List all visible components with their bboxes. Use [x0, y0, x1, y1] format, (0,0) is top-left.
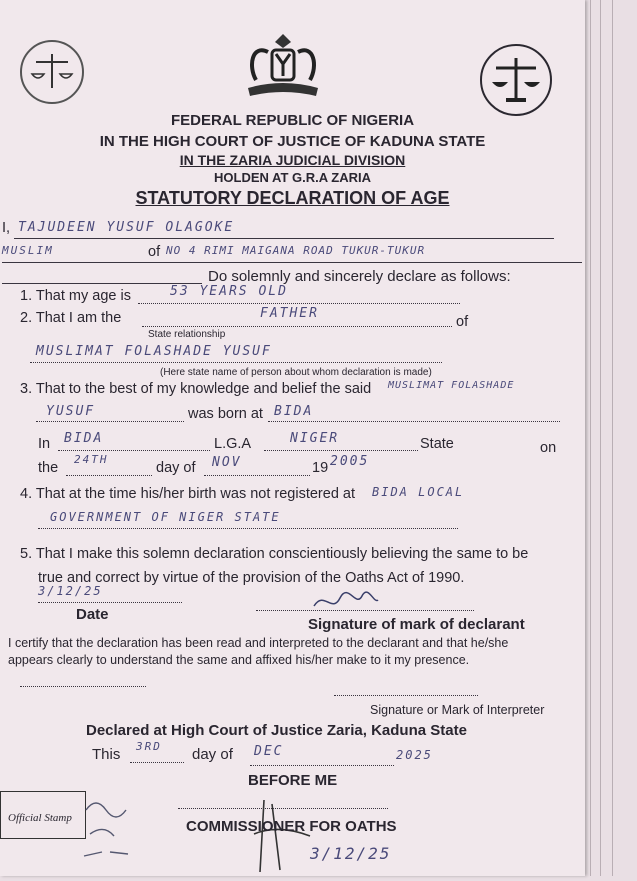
scales-seal-left	[20, 40, 84, 104]
item-2-of: of	[456, 314, 469, 330]
address-line	[2, 262, 582, 263]
solemn-statement: Do solemnly and sincerely declare as follows:	[208, 268, 511, 285]
lga-label: L.G.A	[214, 436, 252, 452]
subject-name: MUSLIMAT FOLASHADE YUSUF	[36, 344, 272, 359]
lga-field	[58, 450, 210, 451]
subject-surname: YUSUF	[46, 404, 96, 419]
birth-day-value: 24TH	[74, 453, 109, 466]
coat-of-arms-icon	[238, 30, 328, 102]
registration-place-1: BIDA LOCAL	[372, 485, 465, 499]
commissioner-signature	[250, 796, 320, 876]
sworn-year: 2025	[396, 748, 433, 762]
on-label: on	[540, 440, 557, 456]
age-value: 53 YEARS OLD	[170, 284, 288, 299]
item-2-label: 2. That I am the	[20, 310, 122, 326]
subject-name-2: MUSLIMAT FOLASHADE	[388, 380, 515, 391]
subject-name-field	[30, 362, 442, 363]
sworn-month-field	[250, 765, 394, 766]
header-line-3: IN THE ZARIA JUDICIAL DIVISION	[179, 152, 406, 168]
sworn-day-field	[130, 762, 184, 763]
before-me: BEFORE ME	[248, 772, 338, 789]
relationship-note: State relationship	[148, 329, 226, 340]
state-value: NIGER	[290, 431, 340, 446]
subject-surname-field	[36, 421, 184, 422]
page-edge	[612, 0, 613, 876]
born-at-label: was born at	[188, 406, 263, 422]
declaration-date: 3/12/25	[38, 584, 103, 598]
declarant-name: TAJUDEEN YUSUF OLAGOKE	[18, 220, 235, 235]
declarant-occupation: MUSLIM	[2, 244, 54, 257]
item-1-label: 1. That my age is	[20, 288, 131, 304]
sworn-day: 3RD	[136, 740, 162, 753]
day-of-label: day of	[156, 460, 196, 476]
registration-field	[38, 528, 458, 529]
certify-line-2: appears clearly to understand the same and affixed his/her make to it my presence.	[8, 653, 470, 667]
scales-seal-right	[480, 44, 552, 116]
commissioner-date: 3/12/25	[310, 844, 392, 863]
stamp-scribble	[80, 790, 160, 870]
registration-place-2: GOVERNMENT OF NIGER STATE	[50, 510, 281, 524]
interpreter-name-field	[20, 686, 146, 687]
birthplace-field	[268, 421, 560, 422]
birth-month-field	[204, 475, 310, 476]
in-label: In	[38, 436, 51, 452]
relationship-field	[142, 326, 452, 327]
item-4-text: 4. That at the time his/her birth was not registered at	[20, 486, 356, 502]
item-5-line-2: true and correct by virtue of the provision of the Oaths Act of 1990.	[38, 570, 465, 586]
day-of-label-2: day of	[192, 746, 233, 763]
page-edge	[600, 0, 601, 876]
this-label: This	[92, 746, 121, 763]
declared-at: Declared at High Court of Justice Zaria, Kaduna State	[86, 722, 467, 739]
name-line	[14, 238, 554, 239]
date-label: Date	[76, 606, 109, 623]
interpreter-signature-field	[334, 695, 478, 696]
commissioner-label: COMMISSIONER FOR OATHS	[186, 818, 397, 835]
declarant-signature	[310, 586, 380, 616]
state-field	[264, 450, 418, 451]
birth-year-value: 2005	[330, 454, 370, 469]
signature-label: Signature of mark of declarant	[308, 616, 525, 633]
address-of-label: of	[148, 244, 161, 260]
lga-value: BIDA	[64, 431, 104, 446]
sworn-month: DEC	[254, 744, 284, 759]
item-5-line-1: 5. That I make this solemn declaration conscientiously believing the same to be	[20, 546, 529, 562]
relationship-value: FATHER	[260, 306, 319, 321]
declarant-prefix: I,	[2, 220, 11, 236]
the-label: the	[38, 460, 59, 476]
header-line-4: HOLDEN AT G.R.A ZARIA	[214, 170, 371, 185]
age-field	[138, 303, 460, 304]
state-label: State	[420, 436, 454, 452]
certify-line-1: I certify that the declaration has been read and interpreted to the declarant and that he/she	[8, 636, 509, 650]
header-line-2: IN THE HIGH COURT OF JUSTICE OF KADUNA STATE	[99, 133, 486, 150]
signature-field	[256, 610, 474, 611]
date-field	[38, 602, 182, 603]
item-3-text: 3. That to the best of my knowledge and belief the said	[20, 381, 372, 397]
page-edge	[590, 0, 591, 876]
interpreter-label: Signature or Mark of Interpreter	[370, 703, 545, 717]
official-stamp-label: Official Stamp	[8, 812, 72, 824]
birth-day-field	[66, 475, 152, 476]
year-prefix: 19	[312, 460, 329, 476]
subject-note: (Here state name of person about whom declaration is made)	[160, 367, 432, 378]
birthplace-value: BIDA	[274, 404, 314, 419]
header-line-1: FEDERAL REPUBLIC OF NIGERIA	[170, 112, 415, 129]
document-title: STATUTORY DECLARATION OF AGE	[135, 188, 450, 208]
declarant-address: NO 4 RIMI MAIGANA ROAD TUKUR-TUKUR	[166, 244, 426, 257]
birth-month-value: NOV	[212, 455, 242, 470]
